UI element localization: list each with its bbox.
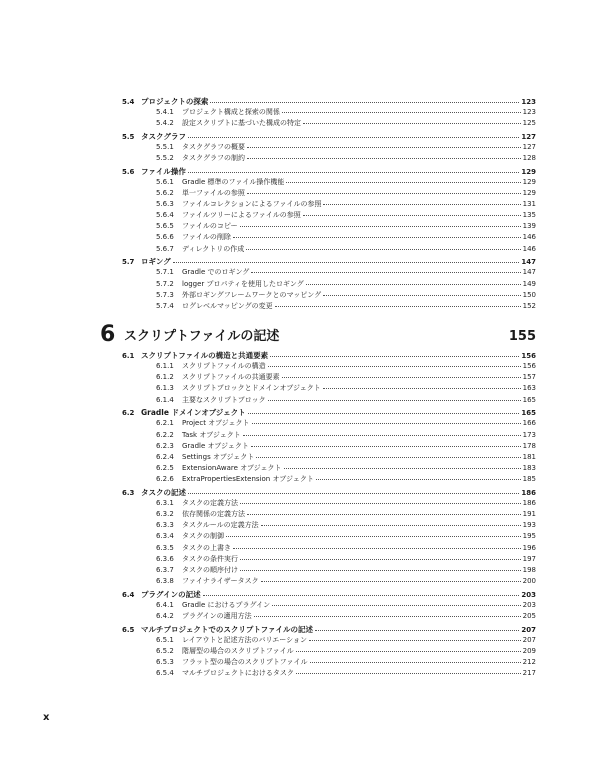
toc-subsection-entry bbox=[122, 188, 536, 199]
toc-entry-number: 6.1.4 bbox=[156, 395, 174, 404]
toc-subsection-entry bbox=[122, 635, 536, 646]
toc-subsection-entry bbox=[122, 361, 536, 372]
toc-subsection-entry bbox=[122, 210, 536, 221]
toc-entry-page: 135 bbox=[522, 211, 536, 220]
toc-entry-page: 149 bbox=[522, 279, 536, 288]
toc-entry-title: ExtraPropertiesExtension オブジェクト bbox=[182, 475, 314, 484]
toc-entry-number: 6.3.4 bbox=[156, 532, 174, 541]
toc-subsection-entry bbox=[122, 267, 536, 278]
toc-entry-page: 129 bbox=[522, 177, 536, 186]
toc-entry-title: スクリプトブロックとドメインオブジェクト bbox=[182, 384, 321, 393]
toc-dot-leader bbox=[323, 204, 520, 205]
toc-entry-page: 146 bbox=[522, 233, 536, 242]
toc-entry-title: ロギング bbox=[141, 257, 171, 267]
toc-entry-title: タスクルールの定義方法 bbox=[182, 521, 259, 530]
toc-entry-number: 5.7 bbox=[122, 258, 135, 267]
toc-entry-number: 6.1.3 bbox=[156, 384, 174, 393]
toc-dot-leader bbox=[243, 435, 521, 436]
toc-entry-number: 6.3.7 bbox=[156, 565, 174, 574]
toc-dot-leader bbox=[261, 581, 521, 582]
toc-entry-page: 127 bbox=[521, 132, 536, 141]
toc-entry-page: 186 bbox=[521, 488, 536, 497]
toc-entry-page: 166 bbox=[522, 419, 536, 428]
toc-entry-number: 5.6.3 bbox=[156, 200, 174, 209]
toc-entry-page: 156 bbox=[522, 362, 536, 371]
toc-entry-title: スクリプトファイルの構造と共通要素 bbox=[141, 351, 269, 361]
toc-subsection-entry bbox=[122, 107, 536, 118]
toc-entry-title: ディレクトリの作成 bbox=[182, 244, 245, 253]
toc-section-entry bbox=[122, 96, 536, 107]
toc-entry-title: スクリプトファイルの構造 bbox=[182, 362, 266, 371]
toc-entry-page: 123 bbox=[521, 97, 536, 106]
toc-dot-leader bbox=[246, 249, 520, 250]
toc-entry-number: 5.4.1 bbox=[156, 107, 174, 116]
toc-entry-number: 5.5.2 bbox=[156, 153, 174, 162]
toc-subsection-entry bbox=[122, 452, 536, 463]
toc-entry-number: 5.4 bbox=[122, 97, 135, 106]
toc-entry-page: 173 bbox=[522, 430, 536, 439]
toc-entry-page: 205 bbox=[522, 612, 536, 621]
toc-entry-page: 156 bbox=[521, 352, 536, 361]
toc-dot-leader bbox=[203, 595, 520, 596]
toc-subsection-entry bbox=[122, 498, 536, 509]
toc-section-entry bbox=[122, 407, 536, 418]
toc-entry-title: マルチプロジェクトでのスクリプトファイルの記述 bbox=[141, 624, 313, 634]
toc-entry-page: 165 bbox=[522, 395, 536, 404]
toc-section-entry bbox=[122, 256, 536, 267]
toc-subsection-entry bbox=[122, 600, 536, 611]
toc-entry-page: 125 bbox=[522, 118, 536, 127]
toc-subsection-entry bbox=[122, 372, 536, 383]
toc-entry-number: 6.2.6 bbox=[156, 475, 174, 484]
toc-dot-leader bbox=[296, 651, 521, 652]
toc-subsection-entry bbox=[122, 290, 536, 301]
toc-entry-page: 146 bbox=[522, 244, 536, 253]
toc-subsection-entry bbox=[122, 153, 536, 164]
toc-dot-leader bbox=[188, 172, 520, 173]
toc-subsection-entry bbox=[122, 244, 536, 255]
toc-entry-page: 195 bbox=[522, 532, 536, 541]
toc-entry-page: 197 bbox=[522, 554, 536, 563]
toc-entry-page: 207 bbox=[521, 625, 536, 634]
toc-entries-chapter-6 bbox=[122, 350, 536, 679]
toc-dot-leader bbox=[233, 237, 521, 238]
toc-subsection-entry bbox=[122, 199, 536, 210]
toc-entry-title: 設定スクリプトに基づいた構成の特定 bbox=[182, 118, 301, 127]
toc-entry-page: 186 bbox=[522, 499, 536, 508]
toc-subsection-entry bbox=[122, 576, 536, 587]
toc-entry-page: 212 bbox=[522, 658, 536, 667]
toc-dot-leader bbox=[240, 503, 521, 504]
toc-dot-leader bbox=[252, 423, 521, 424]
toc-entry-number: 6.5.2 bbox=[156, 647, 174, 656]
toc-dot-leader bbox=[247, 514, 521, 515]
toc-dot-leader bbox=[303, 215, 521, 216]
toc-entry-page: 193 bbox=[522, 521, 536, 530]
toc-entry-title: マルチプロジェクトにおけるタスク bbox=[182, 669, 294, 678]
toc-entry-title: 依存関係の定義方法 bbox=[182, 510, 245, 519]
toc-entry-page: 185 bbox=[522, 475, 536, 484]
toc-dot-leader bbox=[309, 640, 521, 641]
toc-dot-leader bbox=[261, 525, 521, 526]
toc-dot-leader bbox=[251, 446, 521, 447]
toc-entry-number: 6.3.6 bbox=[156, 554, 174, 563]
toc-entry-number: 5.7.2 bbox=[156, 279, 174, 288]
toc-entry-title: logger プロパティを使用したロギング bbox=[182, 279, 304, 288]
toc-entry-number: 5.5.1 bbox=[156, 142, 174, 151]
toc-entry-page: 191 bbox=[522, 510, 536, 519]
toc-dot-leader bbox=[210, 102, 519, 103]
toc-subsection-entry bbox=[122, 565, 536, 576]
toc-entry-title: タスクの条件実行 bbox=[182, 554, 238, 563]
toc-section-entry bbox=[122, 166, 536, 177]
toc-entry-page: 139 bbox=[522, 222, 536, 231]
toc-entry-title: プラグインの適用方法 bbox=[182, 612, 252, 621]
toc-dot-leader bbox=[188, 137, 519, 138]
toc-subsection-entry bbox=[122, 441, 536, 452]
toc-entry-page: 198 bbox=[522, 565, 536, 574]
toc-dot-leader bbox=[303, 123, 521, 124]
toc-section-entry bbox=[122, 624, 536, 635]
toc-entry-title: フラット型の場合のスクリプトファイル bbox=[182, 658, 308, 667]
toc-dot-leader bbox=[315, 630, 519, 631]
toc-entry-number: 6.3.5 bbox=[156, 543, 174, 552]
toc-entry-number: 5.7.1 bbox=[156, 268, 174, 277]
toc-entry-title: Settings オブジェクト bbox=[182, 452, 255, 461]
toc-entry-title: ファイルコレクションによるファイルの参照 bbox=[182, 200, 322, 209]
toc-entry-number: 5.6.6 bbox=[156, 233, 174, 242]
toc-entry-number: 6.1.2 bbox=[156, 373, 174, 382]
toc-dot-leader bbox=[282, 377, 521, 378]
toc-entry-title: ファイルの削除 bbox=[182, 233, 231, 242]
toc-subsection-entry bbox=[122, 531, 536, 542]
toc-entry-title: ファイル操作 bbox=[141, 166, 186, 176]
toc-entry-title: プロジェクトの探索 bbox=[141, 96, 209, 106]
toc-dot-leader bbox=[268, 400, 521, 401]
toc-subsection-entry bbox=[122, 301, 536, 312]
toc-subsection-entry bbox=[122, 142, 536, 153]
toc-entry-page: 129 bbox=[521, 167, 536, 176]
toc-entry-page: 129 bbox=[522, 188, 536, 197]
toc-dot-leader bbox=[251, 272, 520, 273]
toc-entry-number: 5.7.3 bbox=[156, 290, 174, 299]
chapter-page-number: 155 bbox=[508, 329, 536, 345]
toc-entry-page: 147 bbox=[522, 268, 536, 277]
toc-entry-title: 外部ロギングフレームワークとのマッピング bbox=[182, 290, 322, 299]
toc-entry-number: 5.7.4 bbox=[156, 301, 174, 310]
toc-entry-number: 6.2 bbox=[122, 409, 135, 418]
toc-entry-title: プロジェクト構成と探索の関係 bbox=[182, 107, 280, 116]
toc-entry-title: Gradle でのロギング bbox=[182, 268, 250, 277]
chapter-heading bbox=[100, 320, 536, 346]
toc-entry-title: タスクグラフの概要 bbox=[182, 142, 245, 151]
toc-dot-leader bbox=[284, 468, 521, 469]
toc-entry-title: タスクグラフ bbox=[141, 131, 186, 141]
toc-subsection-entry bbox=[122, 177, 536, 188]
toc-entry-title: プラグインの記述 bbox=[141, 589, 201, 599]
toc-subsection-entry bbox=[122, 221, 536, 232]
toc-dot-leader bbox=[247, 193, 521, 194]
toc-dot-leader bbox=[240, 570, 521, 571]
toc-dot-leader bbox=[306, 284, 521, 285]
toc-entry-number: 5.6.5 bbox=[156, 222, 174, 231]
toc-entry-title: Gradle 標準のファイル操作機能 bbox=[182, 177, 285, 186]
toc-entry-page: 165 bbox=[521, 409, 536, 418]
toc-entry-title: タスクの順序付け bbox=[182, 565, 238, 574]
toc-subsection-entry bbox=[122, 232, 536, 243]
toc-dot-leader bbox=[247, 158, 521, 159]
toc-entry-number: 6.2.3 bbox=[156, 441, 174, 450]
toc-entry-number: 6.3.3 bbox=[156, 521, 174, 530]
toc-entry-number: 6.3.8 bbox=[156, 577, 174, 586]
toc-dot-leader bbox=[286, 182, 520, 183]
toc-entry-page: 196 bbox=[522, 543, 536, 552]
toc-entry-number: 6.3.1 bbox=[156, 499, 174, 508]
toc-subsection-entry bbox=[122, 279, 536, 290]
toc-entry-number: 6.5.4 bbox=[156, 669, 174, 678]
chapter-title: スクリプトファイルの記述 bbox=[124, 329, 280, 345]
toc-entry-number: 5.6.2 bbox=[156, 188, 174, 197]
toc-dot-leader bbox=[316, 479, 521, 480]
toc-subsection-entry bbox=[122, 611, 536, 622]
toc-dot-leader bbox=[240, 559, 521, 560]
toc-dot-leader bbox=[173, 262, 520, 263]
toc-entry-number: 6.1 bbox=[122, 352, 135, 361]
toc-dot-leader bbox=[323, 295, 521, 296]
toc-entry-title: タスクの上書き bbox=[182, 543, 231, 552]
toc-entry-title: Gradle におけるプラグイン bbox=[182, 600, 271, 609]
page-footer-number: x bbox=[43, 712, 50, 723]
toc-entry-title: 主要なスクリプトブロック bbox=[182, 395, 266, 404]
toc-entry-page: 217 bbox=[522, 669, 536, 678]
toc-subsection-entry bbox=[122, 463, 536, 474]
toc-entry-page: 123 bbox=[522, 107, 536, 116]
toc-entry-number: 6.4.2 bbox=[156, 612, 174, 621]
toc-entry-page: 147 bbox=[521, 258, 536, 267]
toc-dot-leader bbox=[256, 457, 520, 458]
toc-section-entry bbox=[122, 589, 536, 600]
toc-entry-number: 6.5.1 bbox=[156, 635, 174, 644]
toc-entry-number: 6.4 bbox=[122, 590, 135, 599]
toc-entry-number: 5.6.7 bbox=[156, 244, 174, 253]
table-of-contents bbox=[100, 94, 536, 680]
toc-entry-page: 150 bbox=[522, 290, 536, 299]
chapter-number: 6 bbox=[100, 322, 116, 348]
toc-entry-title: 階層型の場合のスクリプトファイル bbox=[182, 647, 294, 656]
toc-entry-number: 5.4.2 bbox=[156, 118, 174, 127]
toc-entry-number: 6.2.5 bbox=[156, 464, 174, 473]
toc-entry-page: 178 bbox=[522, 441, 536, 450]
toc-dot-leader bbox=[268, 366, 521, 367]
toc-subsection-entry bbox=[122, 118, 536, 129]
toc-dot-leader bbox=[275, 306, 521, 307]
toc-entry-title: Project オブジェクト bbox=[182, 419, 250, 428]
toc-entries-chapter-5 bbox=[122, 96, 536, 312]
toc-dot-leader bbox=[248, 413, 520, 414]
toc-entry-page: 131 bbox=[522, 200, 536, 209]
toc-entry-number: 6.3.2 bbox=[156, 510, 174, 519]
toc-entry-title: ファイルのコピー bbox=[182, 222, 238, 231]
toc-entry-title: ファイルツリーによるファイルの参照 bbox=[182, 211, 301, 220]
toc-entry-title: Gradle ドメインオブジェクト bbox=[141, 408, 246, 418]
toc-section-entry bbox=[122, 131, 536, 142]
toc-subsection-entry bbox=[122, 520, 536, 531]
toc-entry-page: 127 bbox=[522, 142, 536, 151]
toc-entry-title: タスクの制御 bbox=[182, 532, 224, 541]
toc-entry-page: 157 bbox=[522, 373, 536, 382]
toc-dot-leader bbox=[282, 112, 521, 113]
toc-subsection-entry bbox=[122, 543, 536, 554]
toc-entry-page: 203 bbox=[522, 600, 536, 609]
toc-entry-page: 209 bbox=[522, 647, 536, 656]
toc-entry-title: タスクの記述 bbox=[141, 487, 186, 497]
toc-subsection-entry bbox=[122, 418, 536, 429]
toc-dot-leader bbox=[254, 616, 521, 617]
toc-dot-leader bbox=[323, 388, 521, 389]
toc-dot-leader bbox=[272, 605, 520, 606]
toc-entry-title: Gradle オブジェクト bbox=[182, 441, 249, 450]
toc-entry-title: ExtensionAware オブジェクト bbox=[182, 464, 282, 473]
toc-dot-leader bbox=[296, 673, 521, 674]
toc-entry-number: 6.2.1 bbox=[156, 419, 174, 428]
toc-entry-title: レイアウトと記述方法のバリエーション bbox=[182, 635, 308, 644]
toc-entry-title: ファイナライザータスク bbox=[182, 577, 259, 586]
toc-section-entry bbox=[122, 487, 536, 498]
toc-entry-page: 152 bbox=[522, 301, 536, 310]
toc-entry-page: 200 bbox=[522, 577, 536, 586]
toc-entry-number: 5.6.4 bbox=[156, 211, 174, 220]
toc-entry-page: 181 bbox=[522, 452, 536, 461]
toc-entry-title: Task オブジェクト bbox=[182, 430, 241, 439]
toc-entry-number: 6.5 bbox=[122, 625, 135, 634]
toc-subsection-entry bbox=[122, 474, 536, 485]
toc-entry-number: 6.2.2 bbox=[156, 430, 174, 439]
toc-entry-number: 5.6.1 bbox=[156, 177, 174, 186]
toc-entry-number: 6.3 bbox=[122, 488, 135, 497]
toc-dot-leader bbox=[270, 356, 519, 357]
toc-subsection-entry bbox=[122, 668, 536, 679]
toc-entry-page: 128 bbox=[522, 153, 536, 162]
toc-subsection-entry bbox=[122, 395, 536, 406]
toc-subsection-entry bbox=[122, 430, 536, 441]
toc-dot-leader bbox=[240, 226, 521, 227]
toc-subsection-entry bbox=[122, 657, 536, 668]
toc-entry-number: 6.5.3 bbox=[156, 658, 174, 667]
toc-dot-leader bbox=[226, 536, 521, 537]
toc-subsection-entry bbox=[122, 509, 536, 520]
toc-subsection-entry bbox=[122, 646, 536, 657]
toc-dot-leader bbox=[247, 147, 521, 148]
toc-subsection-entry bbox=[122, 554, 536, 565]
toc-entry-page: 207 bbox=[522, 635, 536, 644]
toc-entry-title: スクリプトファイルの共通要素 bbox=[182, 373, 280, 382]
toc-entry-title: タスクグラフの制約 bbox=[182, 153, 245, 162]
toc-entry-number: 6.2.4 bbox=[156, 452, 174, 461]
toc-entry-page: 183 bbox=[522, 464, 536, 473]
toc-entry-number: 6.1.1 bbox=[156, 362, 174, 371]
toc-entry-number: 5.5 bbox=[122, 132, 135, 141]
toc-dot-leader bbox=[310, 662, 521, 663]
toc-dot-leader bbox=[233, 548, 521, 549]
toc-dot-leader bbox=[188, 493, 519, 494]
toc-section-entry bbox=[122, 350, 536, 361]
toc-entry-page: 203 bbox=[521, 590, 536, 599]
toc-entry-number: 5.6 bbox=[122, 167, 135, 176]
toc-entry-title: 単一ファイルの参照 bbox=[182, 188, 245, 197]
toc-entry-title: ログレベルマッピングの変更 bbox=[182, 301, 273, 310]
toc-entry-title: タスクの定義方法 bbox=[182, 499, 238, 508]
toc-subsection-entry bbox=[122, 383, 536, 394]
toc-entry-number: 6.4.1 bbox=[156, 600, 174, 609]
toc-entry-page: 163 bbox=[522, 384, 536, 393]
